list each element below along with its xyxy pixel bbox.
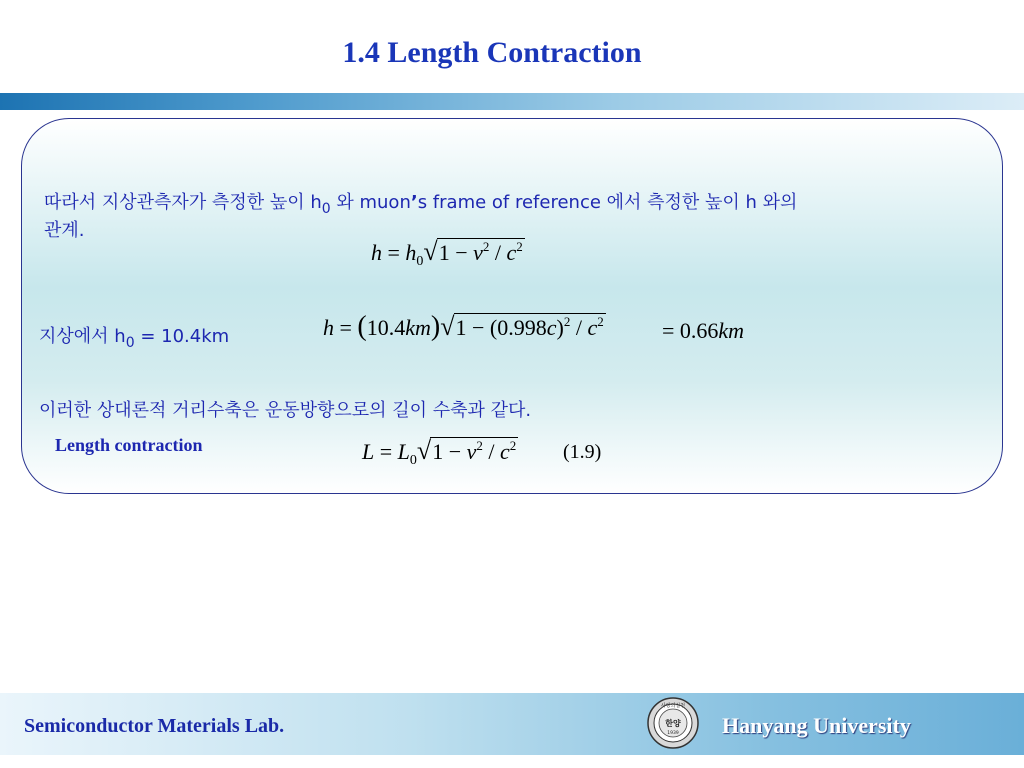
equation-numeric: $h = (10.4km)√1 - (0.998c)^2 / c^2$ <box>323 311 604 342</box>
contraction-sentence: 이러한 상대론적 거리수축은 운동방향으로의 길이 수축과 같다. <box>39 400 532 421</box>
ground-subscript: 0 <box>125 335 135 351</box>
ground-text-b: = 10.4km <box>134 326 230 347</box>
equation-numeric-result: = 0.66km <box>662 318 745 343</box>
ground-height-line <box>39 322 229 351</box>
university-name: Hanyang University <box>722 713 911 738</box>
seal-year-text: 1939 <box>667 731 679 736</box>
seal-center-text: 한양 <box>665 719 681 728</box>
equation-height-relation: $h = h_0√1 - v^2 / c^2$ <box>371 237 523 269</box>
ground-text-a: 지상에서 h <box>39 326 126 347</box>
equation-length-contraction: $L = L_0√1 - v^2 / c^2$ <box>362 436 517 468</box>
relation-sentence <box>44 188 797 217</box>
length-contraction-label: Length contraction <box>55 435 203 455</box>
relation-text-c: s frame of reference 에서 측정한 높이 h 와의 <box>417 192 798 213</box>
relation-sentence-wrap: 관계. <box>44 220 85 241</box>
university-seal-icon <box>647 697 699 749</box>
lab-name: Semiconductor Materials Lab. <box>24 715 285 737</box>
apostrophe: ’ <box>410 192 418 213</box>
relation-subscript: 0 <box>321 201 331 217</box>
relation-text-a: 따라서 지상관측자가 측정한 높이 h <box>44 192 322 213</box>
equation-number: (1.9) <box>563 441 602 463</box>
slide-title: 1.4 Length Contraction <box>342 36 642 69</box>
seal-top-text: 사랑의실천 <box>660 703 686 709</box>
relation-text-b: 와 muon <box>330 192 411 213</box>
top-gradient-bar <box>0 93 1024 110</box>
